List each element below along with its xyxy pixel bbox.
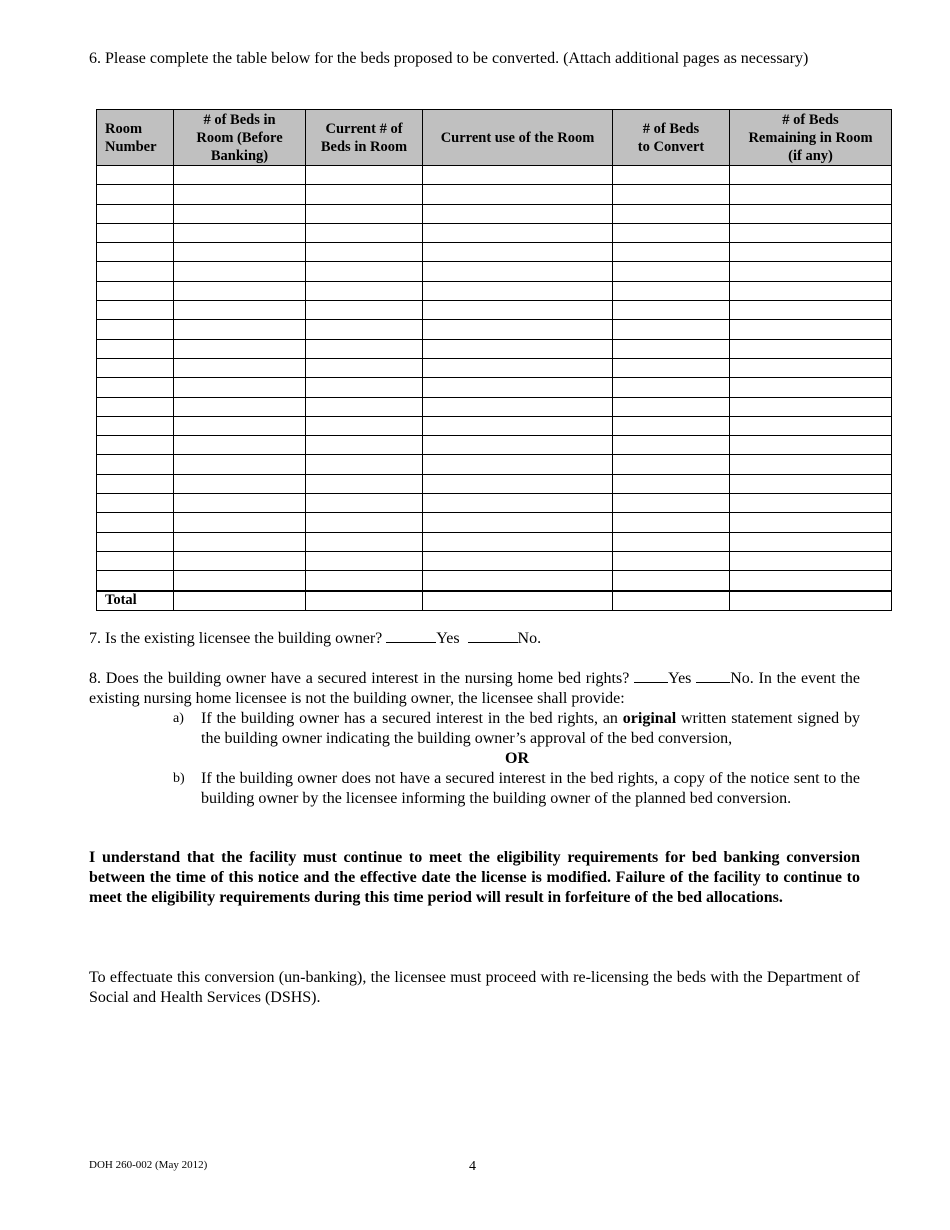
table-cell[interactable] xyxy=(174,551,306,570)
table-cell[interactable] xyxy=(306,571,423,591)
table-row xyxy=(97,185,892,204)
table-cell[interactable] xyxy=(174,532,306,551)
table-cell[interactable] xyxy=(423,436,613,455)
list-item-a: a) If the building owner has a secured interest in the bed rights, an original written statement signed by the building owner indicating the building owner’s approval of the bed conversion, xyxy=(173,710,861,747)
total-cell[interactable] xyxy=(613,591,730,611)
table-cell[interactable] xyxy=(174,494,306,513)
table-cell[interactable] xyxy=(613,551,730,570)
total-row xyxy=(97,591,892,611)
table-cell[interactable] xyxy=(613,223,730,242)
table-cell[interactable] xyxy=(613,320,730,339)
table-cell[interactable] xyxy=(613,474,730,493)
table-cell[interactable] xyxy=(306,416,423,435)
table-cell[interactable] xyxy=(306,281,423,300)
page-number: 4 xyxy=(469,1159,476,1174)
table-cell[interactable] xyxy=(306,262,423,281)
table-cell[interactable] xyxy=(97,378,174,397)
table-cell[interactable] xyxy=(423,358,613,377)
table-cell[interactable] xyxy=(423,166,613,185)
table-cell[interactable] xyxy=(613,243,730,262)
table-cell[interactable] xyxy=(613,532,730,551)
table-cell[interactable] xyxy=(97,281,174,300)
table-row xyxy=(97,532,892,551)
acknowledgement-statement: I understand that the facility must continue to meet the eligibility requirements for bed banking conversion between the time of this notice and the effective date the license is modified. Failure of the facility to continue to meet the eligibility requirements during this time period will result in forfeiture of the bed allocations. xyxy=(89,849,860,906)
table-cell[interactable] xyxy=(730,455,892,474)
table-cell[interactable] xyxy=(97,223,174,242)
table-cell[interactable] xyxy=(97,243,174,262)
table-cell[interactable] xyxy=(613,262,730,281)
table-cell[interactable] xyxy=(423,455,613,474)
table-cell[interactable] xyxy=(730,532,892,551)
total-label: Total xyxy=(97,591,174,611)
table-row xyxy=(97,513,892,532)
table-cell[interactable] xyxy=(174,378,306,397)
list-item-a-text: If the building owner has a secured interest in the bed rights, an original written statement signed by the building owner indicating the building owner’s approval of the bed conversion, xyxy=(201,710,861,747)
table-cell[interactable] xyxy=(423,513,613,532)
table-cell[interactable] xyxy=(730,358,892,377)
table-cell[interactable] xyxy=(613,494,730,513)
table-cell[interactable] xyxy=(613,185,730,204)
list-item-b: b) If the building owner does not have a secured interest in the bed rights, a copy of the notice sent to the building owner by the licensee informing the building owner of the planned bed conversion. xyxy=(173,770,860,807)
table-cell[interactable] xyxy=(97,551,174,570)
table-cell[interactable] xyxy=(613,455,730,474)
table-row xyxy=(97,339,892,358)
table-cell[interactable] xyxy=(306,436,423,455)
table-cell[interactable] xyxy=(423,301,613,320)
table-cell[interactable] xyxy=(423,262,613,281)
table-cell[interactable] xyxy=(97,358,174,377)
table-cell[interactable] xyxy=(306,358,423,377)
table-cell[interactable] xyxy=(174,223,306,242)
table-cell[interactable] xyxy=(174,166,306,185)
table-cell[interactable] xyxy=(306,378,423,397)
question-7: 7. Is the existing licensee the building owner? Yes No. xyxy=(89,630,542,647)
table-cell[interactable] xyxy=(730,301,892,320)
header-beds-to-convert: # of Beds to Convert xyxy=(613,110,730,166)
table-cell[interactable] xyxy=(423,474,613,493)
table-cell[interactable] xyxy=(730,166,892,185)
table-row xyxy=(97,474,892,493)
table-cell[interactable] xyxy=(730,262,892,281)
table-cell[interactable] xyxy=(174,474,306,493)
table-cell[interactable] xyxy=(306,455,423,474)
table-cell[interactable] xyxy=(97,185,174,204)
table-cell[interactable] xyxy=(613,339,730,358)
table-cell[interactable] xyxy=(97,474,174,493)
table-cell[interactable] xyxy=(730,436,892,455)
form-code: DOH 260-002 (May 2012) xyxy=(89,1159,208,1171)
table-row xyxy=(97,320,892,339)
header-current-beds: Current # of Beds in Room xyxy=(306,110,423,166)
table-cell[interactable] xyxy=(174,320,306,339)
total-cell[interactable] xyxy=(174,591,306,611)
table-cell[interactable] xyxy=(174,436,306,455)
header-room-number: Room Number xyxy=(97,110,174,166)
table-cell[interactable] xyxy=(97,436,174,455)
table-cell[interactable] xyxy=(306,397,423,416)
table-cell[interactable] xyxy=(613,571,730,591)
table-cell[interactable] xyxy=(306,494,423,513)
table-cell[interactable] xyxy=(306,166,423,185)
table-cell[interactable] xyxy=(174,455,306,474)
table-cell[interactable] xyxy=(730,185,892,204)
table-cell[interactable] xyxy=(97,301,174,320)
table-cell[interactable] xyxy=(174,416,306,435)
or-separator: OR xyxy=(505,750,529,767)
table-cell[interactable] xyxy=(423,281,613,300)
table-row xyxy=(97,262,892,281)
table-cell[interactable] xyxy=(306,551,423,570)
table-cell[interactable] xyxy=(306,204,423,223)
table-cell[interactable] xyxy=(423,416,613,435)
table-row xyxy=(97,223,892,242)
table-row xyxy=(97,416,892,435)
table-cell[interactable] xyxy=(730,378,892,397)
table-cell[interactable] xyxy=(730,320,892,339)
table-cell[interactable] xyxy=(423,532,613,551)
total-cell[interactable] xyxy=(423,591,613,611)
table-cell[interactable] xyxy=(97,571,174,591)
table-cell[interactable] xyxy=(306,243,423,262)
table-cell[interactable] xyxy=(423,204,613,223)
table-cell[interactable] xyxy=(730,204,892,223)
table-row xyxy=(97,494,892,513)
table-cell[interactable] xyxy=(97,513,174,532)
table-cell[interactable] xyxy=(306,223,423,242)
header-current-use: Current use of the Room xyxy=(423,110,613,166)
table-cell[interactable] xyxy=(97,166,174,185)
table-cell[interactable] xyxy=(174,243,306,262)
table-cell[interactable] xyxy=(97,416,174,435)
table-row xyxy=(97,551,892,570)
table-cell[interactable] xyxy=(613,301,730,320)
bed-conversion-table xyxy=(96,109,892,611)
table-cell[interactable] xyxy=(423,223,613,242)
table-cell[interactable] xyxy=(423,551,613,570)
table-cell[interactable] xyxy=(97,204,174,223)
table-cell[interactable] xyxy=(730,571,892,591)
table-cell[interactable] xyxy=(97,262,174,281)
table-row xyxy=(97,243,892,262)
table-cell[interactable] xyxy=(306,320,423,339)
table-cell[interactable] xyxy=(423,339,613,358)
table-cell[interactable] xyxy=(174,281,306,300)
table-cell[interactable] xyxy=(613,378,730,397)
table-cell[interactable] xyxy=(613,513,730,532)
question-8: 8. Does the building owner have a secured interest in the nursing home bed rights? Yes No. In the event the existing nursing home licensee is not the building owner, the licensee shall provide: xyxy=(89,670,861,707)
table-cell[interactable] xyxy=(306,532,423,551)
table-row xyxy=(97,204,892,223)
table-cell[interactable] xyxy=(174,339,306,358)
no-blank[interactable] xyxy=(468,628,518,643)
table-row xyxy=(97,455,892,474)
table-cell[interactable] xyxy=(174,397,306,416)
total-cell[interactable] xyxy=(306,591,423,611)
table-cell[interactable] xyxy=(730,551,892,570)
table-cell[interactable] xyxy=(174,513,306,532)
table-cell[interactable] xyxy=(730,513,892,532)
list-item-b-text: If the building owner does not have a secured interest in the bed rights, a copy of the notice sent to the building owner by the licensee informing the building owner of the planned bed conversion. xyxy=(201,770,860,807)
table-cell[interactable] xyxy=(423,243,613,262)
table-cell[interactable] xyxy=(174,301,306,320)
table-cell[interactable] xyxy=(730,494,892,513)
table-cell[interactable] xyxy=(730,281,892,300)
table-cell[interactable] xyxy=(174,571,306,591)
table-cell[interactable] xyxy=(730,243,892,262)
table-header-row xyxy=(97,110,892,166)
table-cell[interactable] xyxy=(97,320,174,339)
table-cell[interactable] xyxy=(423,320,613,339)
table-cell[interactable] xyxy=(97,397,174,416)
table-row xyxy=(97,358,892,377)
table-row xyxy=(97,571,892,591)
table-cell[interactable] xyxy=(613,436,730,455)
table-cell[interactable] xyxy=(306,301,423,320)
table-cell[interactable] xyxy=(730,416,892,435)
table-cell[interactable] xyxy=(730,397,892,416)
table-row xyxy=(97,397,892,416)
table-cell[interactable] xyxy=(730,339,892,358)
table-cell[interactable] xyxy=(613,281,730,300)
table-cell[interactable] xyxy=(174,262,306,281)
table-cell[interactable] xyxy=(613,397,730,416)
table-cell[interactable] xyxy=(174,185,306,204)
table-row xyxy=(97,301,892,320)
table-cell[interactable] xyxy=(730,223,892,242)
table-cell[interactable] xyxy=(97,532,174,551)
header-beds-remaining: # of Beds Remaining in Room (if any) xyxy=(730,110,892,166)
table-cell[interactable] xyxy=(423,397,613,416)
table-cell[interactable] xyxy=(97,339,174,358)
yes-blank[interactable] xyxy=(386,628,436,643)
effectuate-paragraph: To effectuate this conversion (un-banking), the licensee must proceed with re-licensing the beds with the Department of Social and Health Services (DSHS). xyxy=(89,969,860,1006)
table-cell[interactable] xyxy=(613,166,730,185)
table-row xyxy=(97,378,892,397)
table-cell[interactable] xyxy=(730,474,892,493)
table-cell[interactable] xyxy=(306,474,423,493)
yes-blank[interactable] xyxy=(634,668,668,683)
question-6: 6. Please complete the table below for the beds proposed to be converted. (Attach additional pages as necessary) xyxy=(89,50,809,67)
table-cell[interactable] xyxy=(423,571,613,591)
table-cell[interactable] xyxy=(306,339,423,358)
table-cell[interactable] xyxy=(306,185,423,204)
table-cell[interactable] xyxy=(613,358,730,377)
table-cell[interactable] xyxy=(174,358,306,377)
table-cell[interactable] xyxy=(97,455,174,474)
header-beds-before-banking: # of Beds in Room (Before Banking) xyxy=(174,110,306,166)
table-cell[interactable] xyxy=(613,204,730,223)
table-row xyxy=(97,281,892,300)
table-cell[interactable] xyxy=(423,494,613,513)
table-row xyxy=(97,166,892,185)
table-cell[interactable] xyxy=(306,513,423,532)
no-blank[interactable] xyxy=(696,668,730,683)
table-cell[interactable] xyxy=(174,204,306,223)
table-cell[interactable] xyxy=(97,494,174,513)
table-row xyxy=(97,436,892,455)
table-cell[interactable] xyxy=(423,378,613,397)
total-cell[interactable] xyxy=(730,591,892,611)
table-cell[interactable] xyxy=(613,416,730,435)
table-cell[interactable] xyxy=(423,185,613,204)
